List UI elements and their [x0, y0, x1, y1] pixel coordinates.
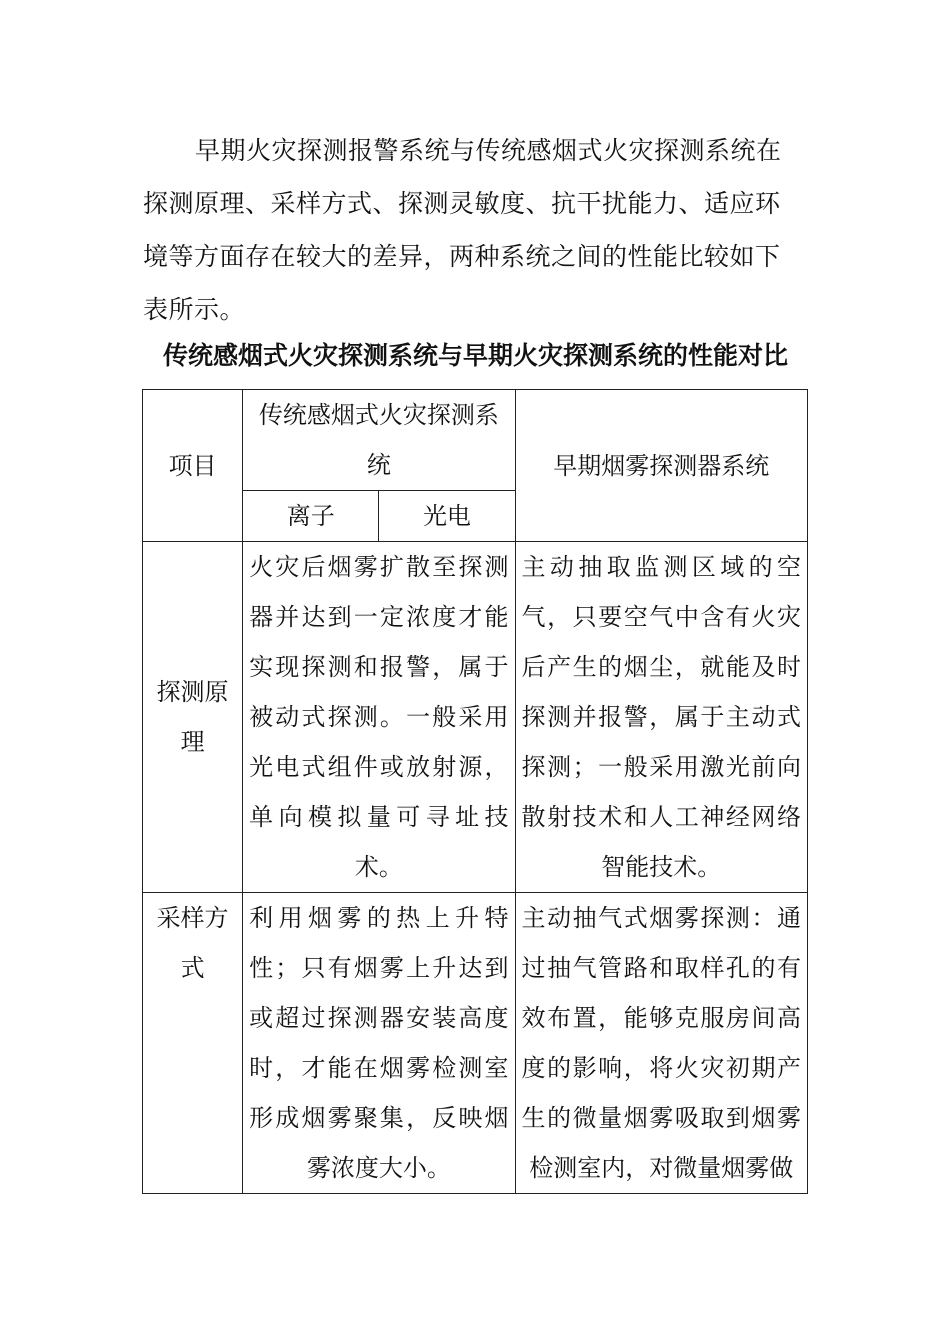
table-row: [143, 542, 808, 893]
table-row: [143, 893, 808, 1194]
header-ion-label: 离子: [286, 502, 335, 530]
row-early-text: 主动抽取监测区域的空气，只要空气中含有火灾后产生的烟尘，就能及时探测并报警，属于主动式探测；一般采用激光前向散射技术和人工神经网络智能技术。: [521, 553, 801, 881]
row-traditional-cell: [243, 542, 515, 893]
header-photo-label: 光电: [422, 502, 471, 530]
row-item-cell: [143, 893, 243, 1194]
table-title: 传统感烟式火灾探测系统与早期火灾探测系统的性能对比: [162, 341, 788, 370]
header-early-cell: [515, 390, 807, 542]
row-early-cell: [515, 542, 807, 893]
row-early-cell: [515, 893, 807, 1194]
intro-paragraph: 早期火灾探测报警系统与传统感烟式火灾探测系统在探测原理、采样方式、探测灵敏度、抗干扰能力、适应环境等方面存在较大的差异，两种系统之间的性能比较如下表所示。: [143, 136, 782, 324]
row-item-cell: [143, 542, 243, 893]
row-item-label: 采样方式: [156, 904, 229, 982]
row-item-label: 探测原理: [156, 678, 229, 756]
row-traditional-text: 利用烟雾的热上升特性；只有烟雾上升达到或超过探测器安装高度时，才能在烟雾检测室形成烟雾聚集，反映烟雾浓度大小。: [249, 904, 509, 1182]
header-traditional-label: 传统感烟式火灾探测系统: [258, 401, 499, 479]
row-traditional-cell: [243, 893, 515, 1194]
header-ion-cell: [243, 491, 379, 542]
header-photo-cell: [379, 491, 515, 542]
row-traditional-text: 火灾后烟雾扩散至探测器并达到一定浓度才能实现探测和报警，属于被动式探测。一般采用光电式组件或放射源，单向模拟量可寻址技术。: [249, 553, 509, 881]
row-early-text: 主动抽气式烟雾探测：通过抽气管路和取样孔的有效布置，能够克服房间高度的影响，将火灾初期产生的微量烟雾吸取到烟雾检测室内，对微量烟雾做: [521, 904, 801, 1182]
comparison-table: [142, 389, 808, 1194]
header-traditional-cell: [243, 390, 515, 491]
table-header-row: [143, 390, 808, 491]
header-early-label: 早期烟雾探测器系统: [553, 451, 770, 480]
header-item-cell: [143, 390, 243, 542]
header-item-label: 项目: [168, 451, 217, 480]
